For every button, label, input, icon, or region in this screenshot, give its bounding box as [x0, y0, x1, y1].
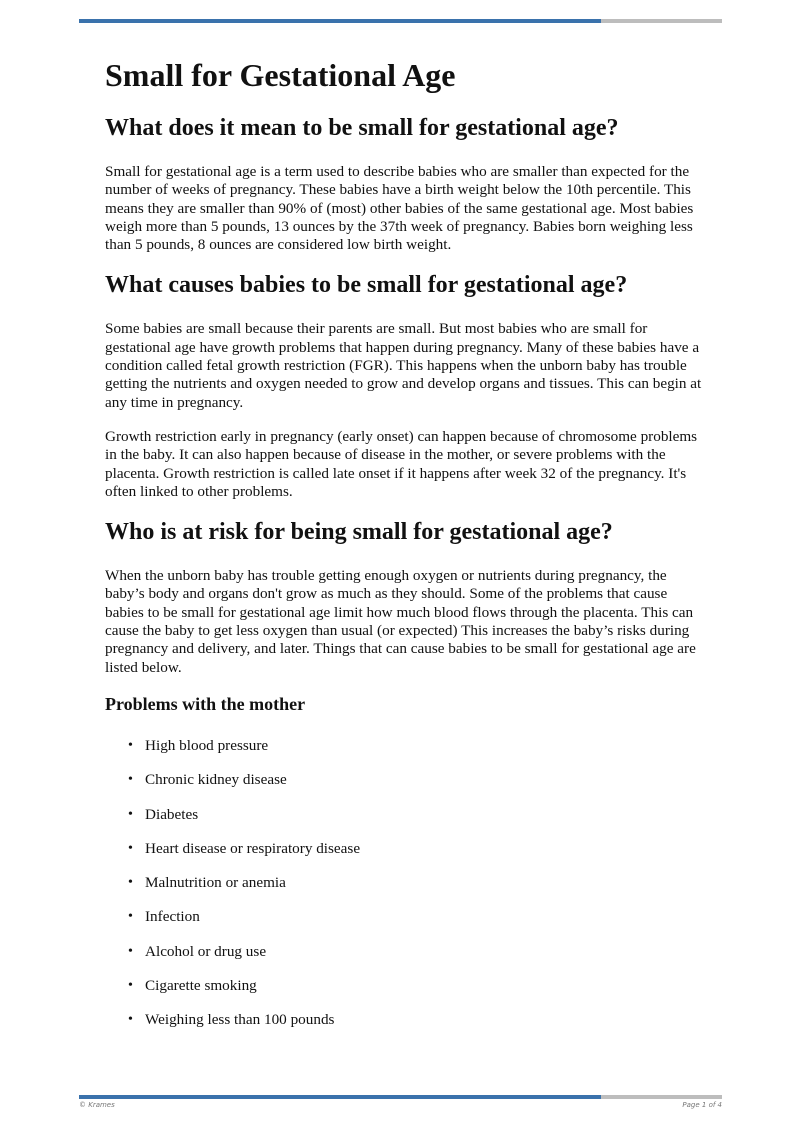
bullet-icon: •	[128, 806, 133, 822]
footer-copyright: © Krames	[79, 1101, 115, 1109]
bullet-icon: •	[128, 840, 133, 856]
paragraph: When the unborn baby has trouble getting enough oxygen or nutrients during pregnancy, the baby’s body and organs don't grow as much as they should. Some of the problems that cause babies to be small for gestational age limit how much blood flows through the placenta. This can cause the baby to get less oxygen than usual (or expected) This increases the baby’s risks during pregnancy and delivery, and later. Things that can cause babies to be small for gestational age are listed below.	[105, 567, 696, 676]
top-rule-secondary	[601, 19, 722, 23]
bullet-icon: •	[128, 737, 133, 753]
list-item	[128, 839, 705, 858]
bullet-icon: •	[128, 943, 133, 959]
list-item-text: Diabetes	[145, 805, 199, 823]
section-heading: What causes babies to be small for gestational age?	[105, 272, 628, 299]
paragraph: Small for gestational age is a term used to describe babies who are smaller than expected for the number of weeks of pregnancy. These babies have a birth weight below the 10th percentile. This means they are smaller than 90% of (most) other babies of the same gestational age. Most babies weigh more than 5 pounds, 13 ounces by the 37th week of pregnancy. Babies born weighing less than 5 pounds, 8 ounces are considered low birth weight.	[105, 163, 694, 254]
bottom-rule-secondary	[601, 1095, 722, 1099]
list-item-text: Infection	[145, 908, 200, 926]
bullet-icon: •	[128, 978, 133, 994]
bullet-icon: •	[128, 875, 133, 891]
list-item	[128, 908, 705, 926]
page-title: Small for Gestational Age	[105, 57, 456, 93]
list-item-text: Chronic kidney disease	[145, 771, 287, 789]
subsection-heading: Problems with the mother	[105, 693, 306, 714]
list-item	[128, 942, 705, 961]
top-rule	[79, 19, 722, 23]
list-item	[128, 805, 705, 824]
footer-page-number: Page 1 of 4	[682, 1101, 722, 1109]
page-footer	[79, 1101, 722, 1109]
bottom-rule	[79, 1095, 722, 1099]
list-item	[128, 874, 705, 892]
bottom-rule-primary	[79, 1095, 601, 1099]
list-item-text: Weighing less than 100 pounds	[145, 1011, 335, 1029]
section-heading: What does it mean to be small for gestational age?	[105, 115, 619, 141]
bullet-icon: •	[128, 772, 133, 788]
document-body	[105, 55, 705, 1046]
list-item-text: Heart disease or respiratory disease	[145, 839, 361, 857]
list-item	[128, 1011, 705, 1029]
list-item-text: Alcohol or drug use	[145, 942, 267, 960]
subsection-mother-problems	[105, 693, 705, 1029]
list-item	[128, 771, 705, 789]
section-causes	[105, 270, 705, 501]
paragraph: Growth restriction early in pregnancy (early onset) can happen because of chromosome problems in the baby. It can also happen because of disease in the mother, or severe problems with the placenta. Growth restriction is called late onset if it happens after week 32 of the pregnancy. It's often linked to other problems.	[105, 427, 698, 500]
list-item-text: Malnutrition or anemia	[145, 874, 286, 892]
section-risk	[105, 517, 705, 677]
bullet-icon: •	[128, 1012, 133, 1028]
list-item	[128, 977, 705, 995]
section-definition	[105, 113, 705, 254]
top-rule-primary	[79, 19, 601, 23]
section-heading: Who is at risk for being small for gestational age?	[105, 519, 613, 546]
bullet-icon: •	[128, 909, 133, 925]
bullet-list	[105, 737, 705, 1029]
list-item-text: Cigarette smoking	[145, 977, 257, 995]
list-item-text: High blood pressure	[145, 736, 269, 754]
paragraph: Some babies are small because their parents are small. But most babies who are small for gestational age have growth problems that happen during pregnancy. Many of these babies have a condition called fetal growth restriction (FGR). This happens when the unborn baby has trouble getting the nutrients and oxygen needed to grow and develop organs and tissues. This can begin at any time in pregnancy.	[105, 320, 702, 411]
list-item	[128, 736, 705, 755]
